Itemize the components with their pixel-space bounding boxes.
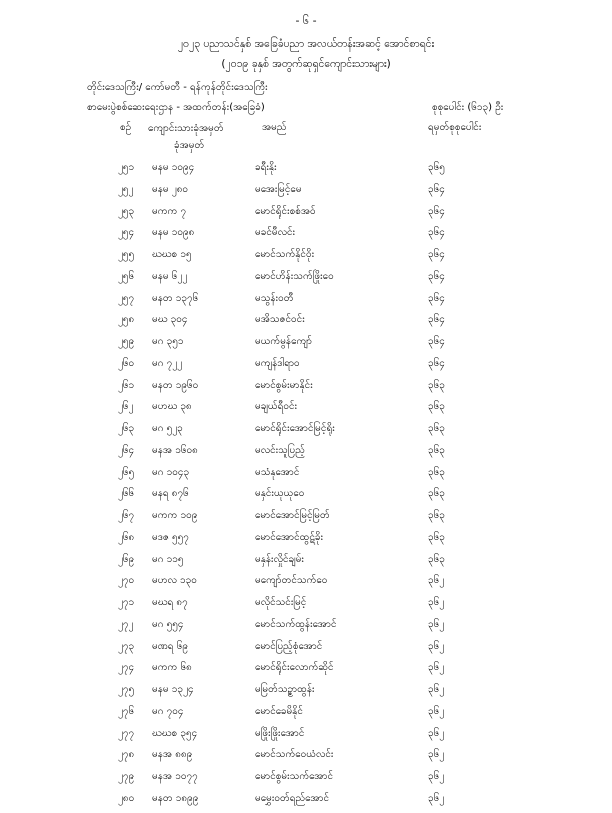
- results-list: [0, 160, 612, 813]
- total-marks: ၃၆၄: [428, 270, 445, 282]
- table-row: [0, 617, 612, 639]
- roll-number: မနတ ၁၈၉၉: [152, 792, 199, 804]
- student-name: မဖြိုးဖြိုးအောင်: [255, 727, 305, 739]
- page-number: - ၆ -: [295, 14, 317, 27]
- roll-number: မနတ ၁၉၆၀: [152, 379, 199, 391]
- table-row: [0, 747, 612, 769]
- total-marks: ၃၆၄: [428, 292, 445, 304]
- row-number: ၂၅၁: [118, 162, 135, 173]
- table-row: [0, 595, 612, 617]
- table-row: [0, 356, 612, 378]
- student-name: မနှန်းလှိုင်ချမ်း: [255, 553, 304, 565]
- roll-number: မနအ ၈၈၉: [152, 749, 193, 761]
- row-number: ၂၅၆: [118, 270, 135, 282]
- table-row: [0, 530, 612, 552]
- total-marks: ၃၆၂: [428, 597, 445, 608]
- row-number: ၂၆၅: [118, 466, 135, 478]
- student-name: မအိသဇင်ဝင်း: [255, 314, 305, 326]
- row-number: ၂၇၀: [118, 575, 135, 587]
- total-marks: ၃၆၂: [428, 705, 445, 717]
- total-marks: ၃၆၂: [428, 792, 445, 804]
- student-name: မောင်သက်နိုင်ဝိုး: [255, 249, 315, 260]
- row-number: ၂၆၀: [118, 357, 135, 369]
- roll-number: မနမ ၆၂၂: [152, 270, 188, 282]
- region-label: တိုင်းဒေသကြီး/ ကော်မတီ - ရန်ကုန်တိုင်းဒေသကြီး: [87, 82, 268, 93]
- table-row: [0, 182, 612, 204]
- student-name: မလင်းသူပြည့်: [255, 444, 305, 456]
- row-number: ၂၈၀: [118, 792, 135, 804]
- roll-number: ဃဃစ ၁၅: [152, 249, 192, 260]
- row-number: ၂၆၉: [118, 553, 135, 565]
- document-subtitle: (၂၀၁၉ ခုနှစ် အတွက်ဆုရှင်ကျောင်းသားများ): [221, 58, 391, 70]
- table-row: [0, 465, 612, 487]
- total-marks: ၃၆၂: [428, 575, 445, 587]
- student-name: မောင်ရိုင်းအောင်မြင့်ရိုး: [255, 423, 335, 434]
- roll-number: မကက ၆၈: [152, 662, 192, 674]
- row-number: ၂၇၆: [118, 705, 135, 717]
- student-name: မောင်သက်ထွန်းအောင်: [255, 618, 337, 630]
- student-name: မလိုင်သင်းမြင့်: [255, 597, 307, 608]
- row-number: ၂၆၁: [118, 379, 135, 391]
- row-number: ၂၆၂: [118, 401, 134, 413]
- student-name: မောင်ခေမိနိုင်: [255, 705, 303, 717]
- table-row: [0, 704, 612, 726]
- row-number: ၂၆၇: [118, 510, 135, 521]
- table-row: [0, 726, 612, 748]
- roll-number: မနမ ၂၈၀: [152, 183, 189, 195]
- table-row: [0, 769, 612, 791]
- student-name: မမွှေးဝတ်ရည်အောင်: [255, 792, 330, 804]
- table-row: [0, 682, 612, 704]
- row-number: ၂၅၂: [118, 183, 134, 195]
- student-name: မမြတ်သဉ္စာထွန်း: [255, 684, 315, 695]
- row-number: ၂၇၄: [118, 662, 135, 674]
- roll-number: မနအ ၁၆၀၈: [152, 444, 198, 456]
- total-marks: ၃၆၃: [428, 553, 445, 565]
- table-row: [0, 791, 612, 813]
- table-row: [0, 291, 612, 313]
- student-name: မသွန်းဝတီ: [255, 292, 294, 304]
- student-name: မောင်အောင်မြင့်မြတ်: [255, 510, 330, 521]
- table-row: [0, 378, 612, 400]
- roll-number: မဃရ ၈၇: [152, 597, 188, 608]
- row-number: ၂၇၉: [118, 771, 135, 782]
- roll-number: မဂ ၁၀၄၃: [152, 466, 190, 478]
- roll-number: မနမ ၁၀၉၄: [152, 162, 195, 173]
- total-marks: ၃၆၃: [428, 510, 445, 521]
- table-row: [0, 247, 612, 269]
- roll-number: မဟလ ၁၃၀: [152, 575, 197, 587]
- student-name: မောင်အောင်ထွဋ်ခိုး: [255, 531, 324, 543]
- header-roll-number: [148, 120, 224, 154]
- student-name: မကျော်တင်သက်ဝေ: [255, 575, 328, 587]
- student-name: မောင်သက်ဝေယံလင်း: [255, 749, 334, 761]
- roll-number: မနတ ၁၃၇၆: [152, 292, 199, 304]
- document-title: ၂၀၂၃ ပညာသင်နှစ် အခြေခံပညာ အလယ်တန်းအဆင့် အောင်စာရင်း: [177, 38, 435, 50]
- row-number: ၂၅၄: [118, 227, 135, 239]
- total-marks: ၃၆၃: [428, 401, 445, 413]
- roll-number: မဂ ၁၁၅: [152, 553, 184, 565]
- total-marks: ၃၆၂: [428, 684, 445, 695]
- table-row: [0, 639, 612, 661]
- row-number: ၂၆၆: [118, 488, 135, 500]
- row-number: ၂၆၈: [118, 531, 135, 543]
- student-name: မောင်ရိုင်းလောက်ဆိုင်: [255, 662, 334, 674]
- total-marks: ၃၆၃: [428, 444, 445, 456]
- row-number: ၂၅၈: [118, 314, 135, 326]
- header-name: အမည်: [262, 122, 287, 133]
- row-number: ၂၅၇: [118, 292, 135, 304]
- roll-number: မနမ ၁၃၂၄: [152, 684, 194, 695]
- roll-number: မဂ ၇၀၄: [152, 705, 184, 717]
- roll-number: မဂ ၇၂၂: [152, 357, 183, 369]
- student-name: မောင်ပြည့်စုံအောင်: [255, 640, 323, 652]
- student-name: မောင်ရိုင်းစစ်အဝ်: [255, 205, 316, 217]
- total-marks: ၃၆၄: [428, 205, 445, 217]
- total-marks: ၃၆၃: [428, 488, 445, 500]
- table-row: [0, 204, 612, 226]
- table-row: [0, 660, 612, 682]
- student-name: မခင်မီလင်း: [255, 227, 296, 239]
- student-name: မအေးမြင့်မေ: [255, 183, 302, 195]
- student-name: မယက်မွန်ကျော်: [255, 336, 313, 347]
- row-number: ၂၅၃: [118, 205, 135, 217]
- table-row: [0, 552, 612, 574]
- roll-number: မဂ ၃၅၁: [152, 336, 184, 347]
- row-number: ၂၇၈: [118, 749, 135, 761]
- roll-number: မနမ ၁၀၉၈: [152, 227, 195, 239]
- roll-number: မကက ၇: [152, 205, 187, 217]
- total-marks: ၃၆၃: [428, 379, 445, 391]
- roll-number: မနရ ၈၇၆: [152, 488, 189, 500]
- student-name: မောင်စွမ်းမာနိုင်း: [255, 379, 313, 391]
- header-marks: ရမှတ်စုစုပေါင်း: [428, 122, 482, 133]
- row-number: ၂၇၇: [118, 727, 135, 739]
- table-row: [0, 399, 612, 421]
- table-row: [0, 573, 612, 595]
- student-name: ခရီးနိုး: [255, 162, 277, 173]
- table-row: [0, 421, 612, 443]
- total-marks: ၃၆၃: [428, 466, 445, 478]
- roll-number: မဟဃ ၃၈: [152, 401, 192, 413]
- row-number: ၂၇၃: [118, 640, 135, 652]
- total-count: စုစုပေါင်း (၆၁၃) ဦး: [432, 102, 504, 113]
- roll-number: မဃ ၃၀၄: [152, 314, 188, 326]
- total-marks: ၃၆၄: [428, 249, 445, 260]
- total-marks: ၃၆၂: [428, 771, 445, 782]
- row-number: ၂၅၉: [118, 336, 135, 347]
- student-name: မနှင်းယုယုဝေ: [255, 488, 305, 500]
- student-name: မသံနုအောင်: [255, 466, 300, 478]
- row-number: ၂၇၁: [118, 597, 135, 608]
- table-row: [0, 225, 612, 247]
- exam-center-label: စာမေးပွဲစစ်ဆေးရေးဌာန - အထက်တန်း(အခြေခံ): [87, 102, 265, 113]
- row-number: ၂၇၅: [118, 684, 135, 695]
- header-roll-line2: ခုံအမှတ်: [174, 140, 205, 151]
- total-marks: ၃၆၃: [428, 531, 445, 543]
- total-marks: ၃၆၂: [428, 727, 445, 739]
- roll-number: မဂ ၅၂၃: [152, 423, 183, 434]
- table-row: [0, 334, 612, 356]
- total-marks: ၃၆၂: [428, 618, 445, 630]
- table-row: [0, 486, 612, 508]
- roll-number: မကက ၁၀၉: [152, 510, 198, 521]
- roll-number: မဏရ ၆၉: [152, 640, 188, 652]
- total-marks: ၃၆၅: [428, 162, 445, 173]
- student-name: မောင်စွမ်းသက်အောင်: [255, 771, 334, 782]
- table-row: [0, 312, 612, 334]
- roll-number: မနအ ၁၀၇၇: [152, 771, 198, 782]
- row-number: ၂၅၅: [118, 249, 135, 260]
- total-marks: ၃၆၃: [428, 423, 445, 434]
- total-marks: ၃၆၂: [428, 662, 445, 674]
- table-row: [0, 443, 612, 465]
- total-marks: ၃၆၂: [428, 640, 445, 652]
- table-row: [0, 508, 612, 530]
- total-marks: ၃၆၄: [428, 314, 445, 326]
- total-marks: ၃၆၄: [428, 357, 445, 369]
- student-name: မချယ်ရီဝင်း: [255, 401, 298, 413]
- student-name: မောင်ဟိန်းသက်ဖြိုးဝေ: [255, 270, 334, 282]
- table-row: [0, 160, 612, 182]
- total-marks: ၃၆၄: [428, 336, 445, 347]
- roll-number: မဂ ၅၅၄: [152, 618, 184, 630]
- row-number: ၂၇၂: [118, 618, 134, 630]
- roll-number: မဒဇ ၅၅၇: [152, 531, 189, 543]
- total-marks: ၃၆၄: [428, 183, 445, 195]
- header-no: စဉ်: [120, 122, 132, 133]
- roll-number: ဃဃစ ၃၅၄: [152, 727, 198, 739]
- total-marks: ၃၆၂: [428, 749, 445, 761]
- row-number: ၂၆၃: [118, 423, 135, 434]
- table-row: [0, 269, 612, 291]
- header-roll-line1: ကျောင်းသားခုံအမှတ်: [148, 123, 224, 134]
- student-name: မကျန်ဒါရာဝ: [255, 357, 300, 369]
- total-marks: ၃၆၄: [428, 227, 445, 239]
- row-number: ၂၆၄: [118, 444, 135, 456]
